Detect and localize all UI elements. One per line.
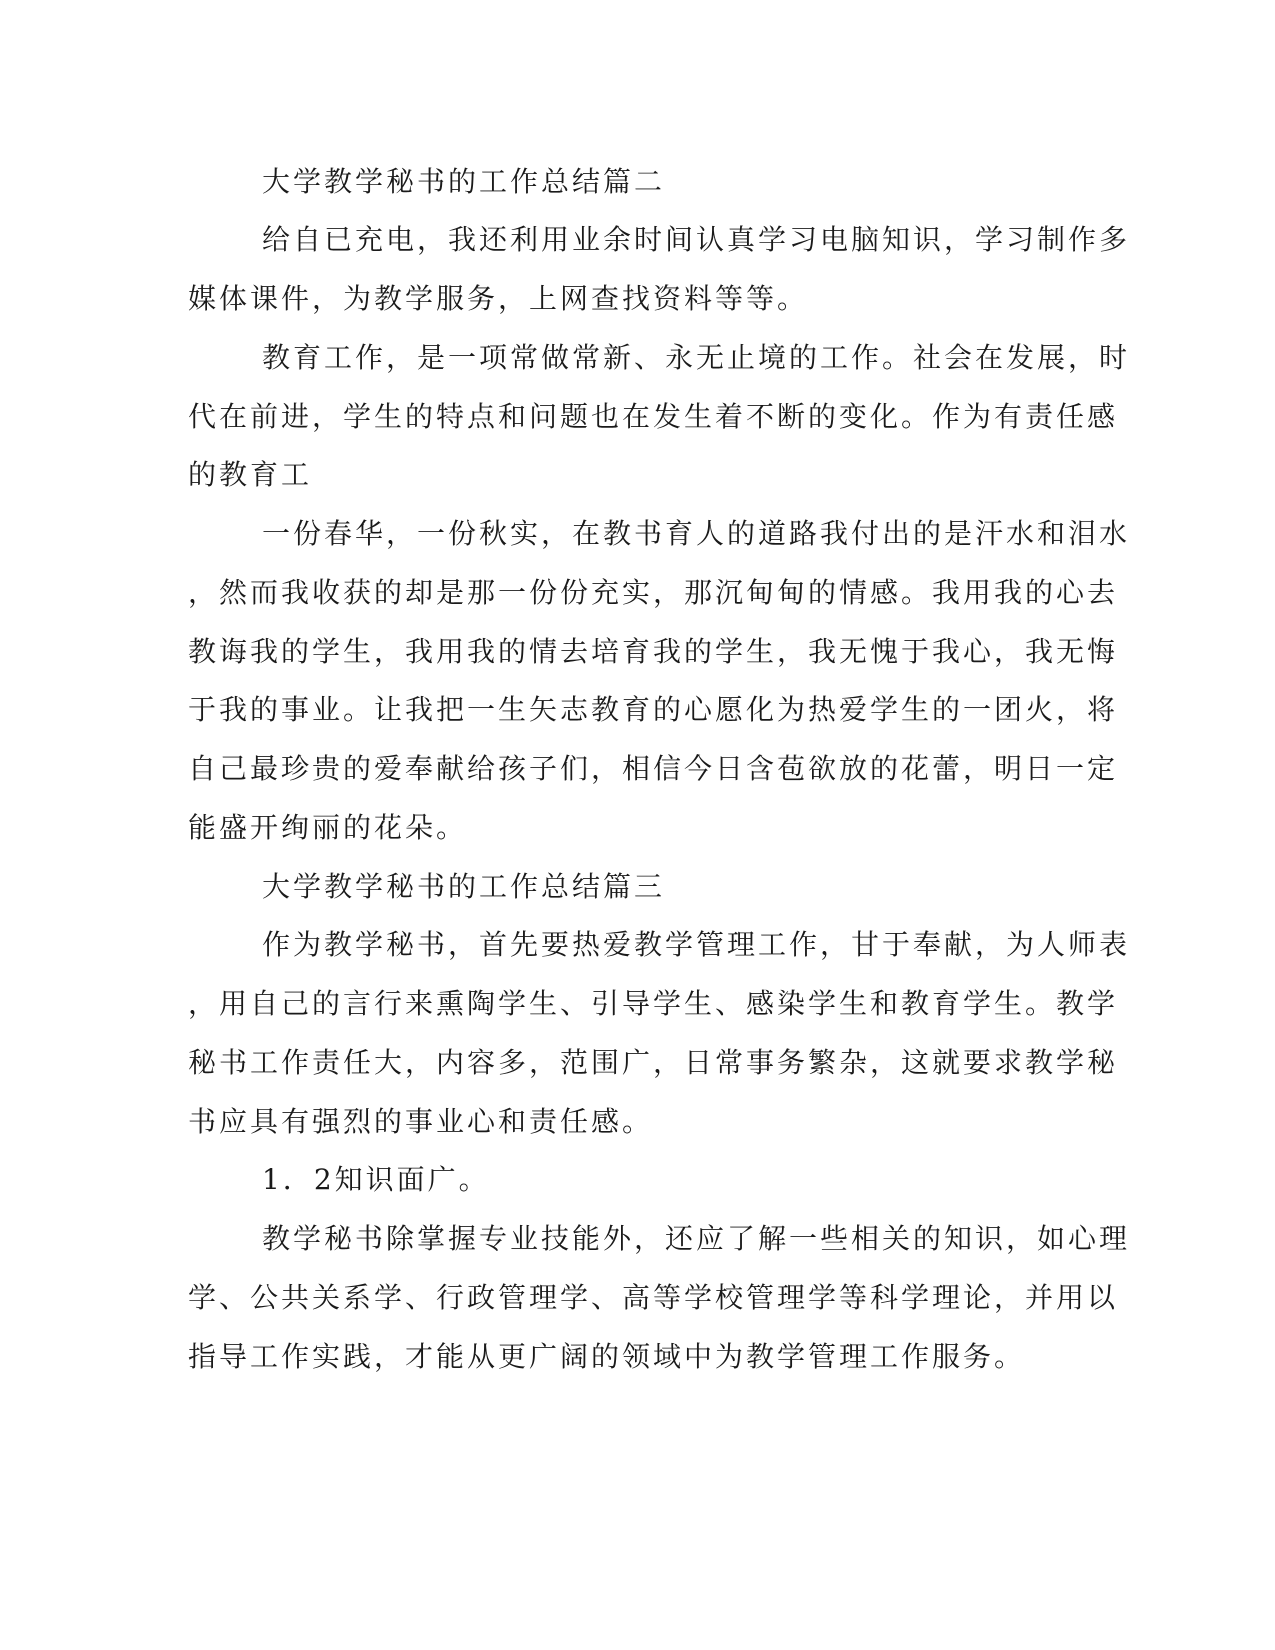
paragraph-line: 能盛开绚丽的花朵。	[188, 811, 468, 844]
paragraph-line: 秘书工作责任大，内容多，范围广，日常事务繁杂，这就要求教学秘	[188, 1046, 1119, 1079]
paragraph-line: 指导工作实践，才能从更广阔的领域中为教学管理工作服务。	[188, 1340, 1026, 1373]
paragraph-line: 于我的事业。让我把一生矢志教育的心愿化为热爱学生的一团火，将	[188, 693, 1119, 726]
paragraph-line: 媒体课件，为教学服务，上网查找资料等等。	[188, 282, 809, 315]
paragraph-line: 书应具有强烈的事业心和责任感。	[188, 1105, 654, 1138]
paragraph-line: 自己最珍贵的爱奉献给孩子们，相信今日含苞欲放的花蕾，明日一定	[188, 752, 1119, 785]
paragraph-line: 教育工作，是一项常做常新、永无止境的工作。社会在发展，时	[262, 341, 1131, 374]
paragraph-line: 代在前进，学生的特点和问题也在发生着不断的变化。作为有责任感	[188, 400, 1119, 433]
paragraph-line: ，然而我收获的却是那一份份充实，那沉甸甸的情感。我用我的心去	[188, 576, 1119, 609]
paragraph-line: 学、公共关系学、行政管理学、高等学校管理学等科学理论，并用以	[188, 1281, 1119, 1314]
paragraph-line: 的教育工	[188, 458, 313, 491]
section-heading-2: 大学教学秘书的工作总结篇二	[262, 165, 666, 198]
paragraph-line: 给自已充电，我还利用业余时间认真学习电脑知识，学习制作多	[262, 223, 1131, 256]
paragraph-line: 一份春华，一份秋实，在教书育人的道路我付出的是汗水和泪水	[262, 517, 1131, 550]
section-heading-3: 大学教学秘书的工作总结篇三	[262, 870, 666, 903]
paragraph-line: 教学秘书除掌握专业技能外，还应了解一些相关的知识，如心理	[262, 1222, 1131, 1255]
paragraph-line: 教诲我的学生，我用我的情去培育我的学生，我无愧于我心，我无悔	[188, 635, 1119, 668]
paragraph-line: ，用自己的言行来熏陶学生、引导学生、感染学生和教育学生。教学	[188, 987, 1119, 1020]
subheading: 1．2知识面广。	[262, 1163, 490, 1196]
paragraph-line: 作为教学秘书，首先要热爱教学管理工作，甘于奉献，为人师表	[262, 928, 1131, 961]
